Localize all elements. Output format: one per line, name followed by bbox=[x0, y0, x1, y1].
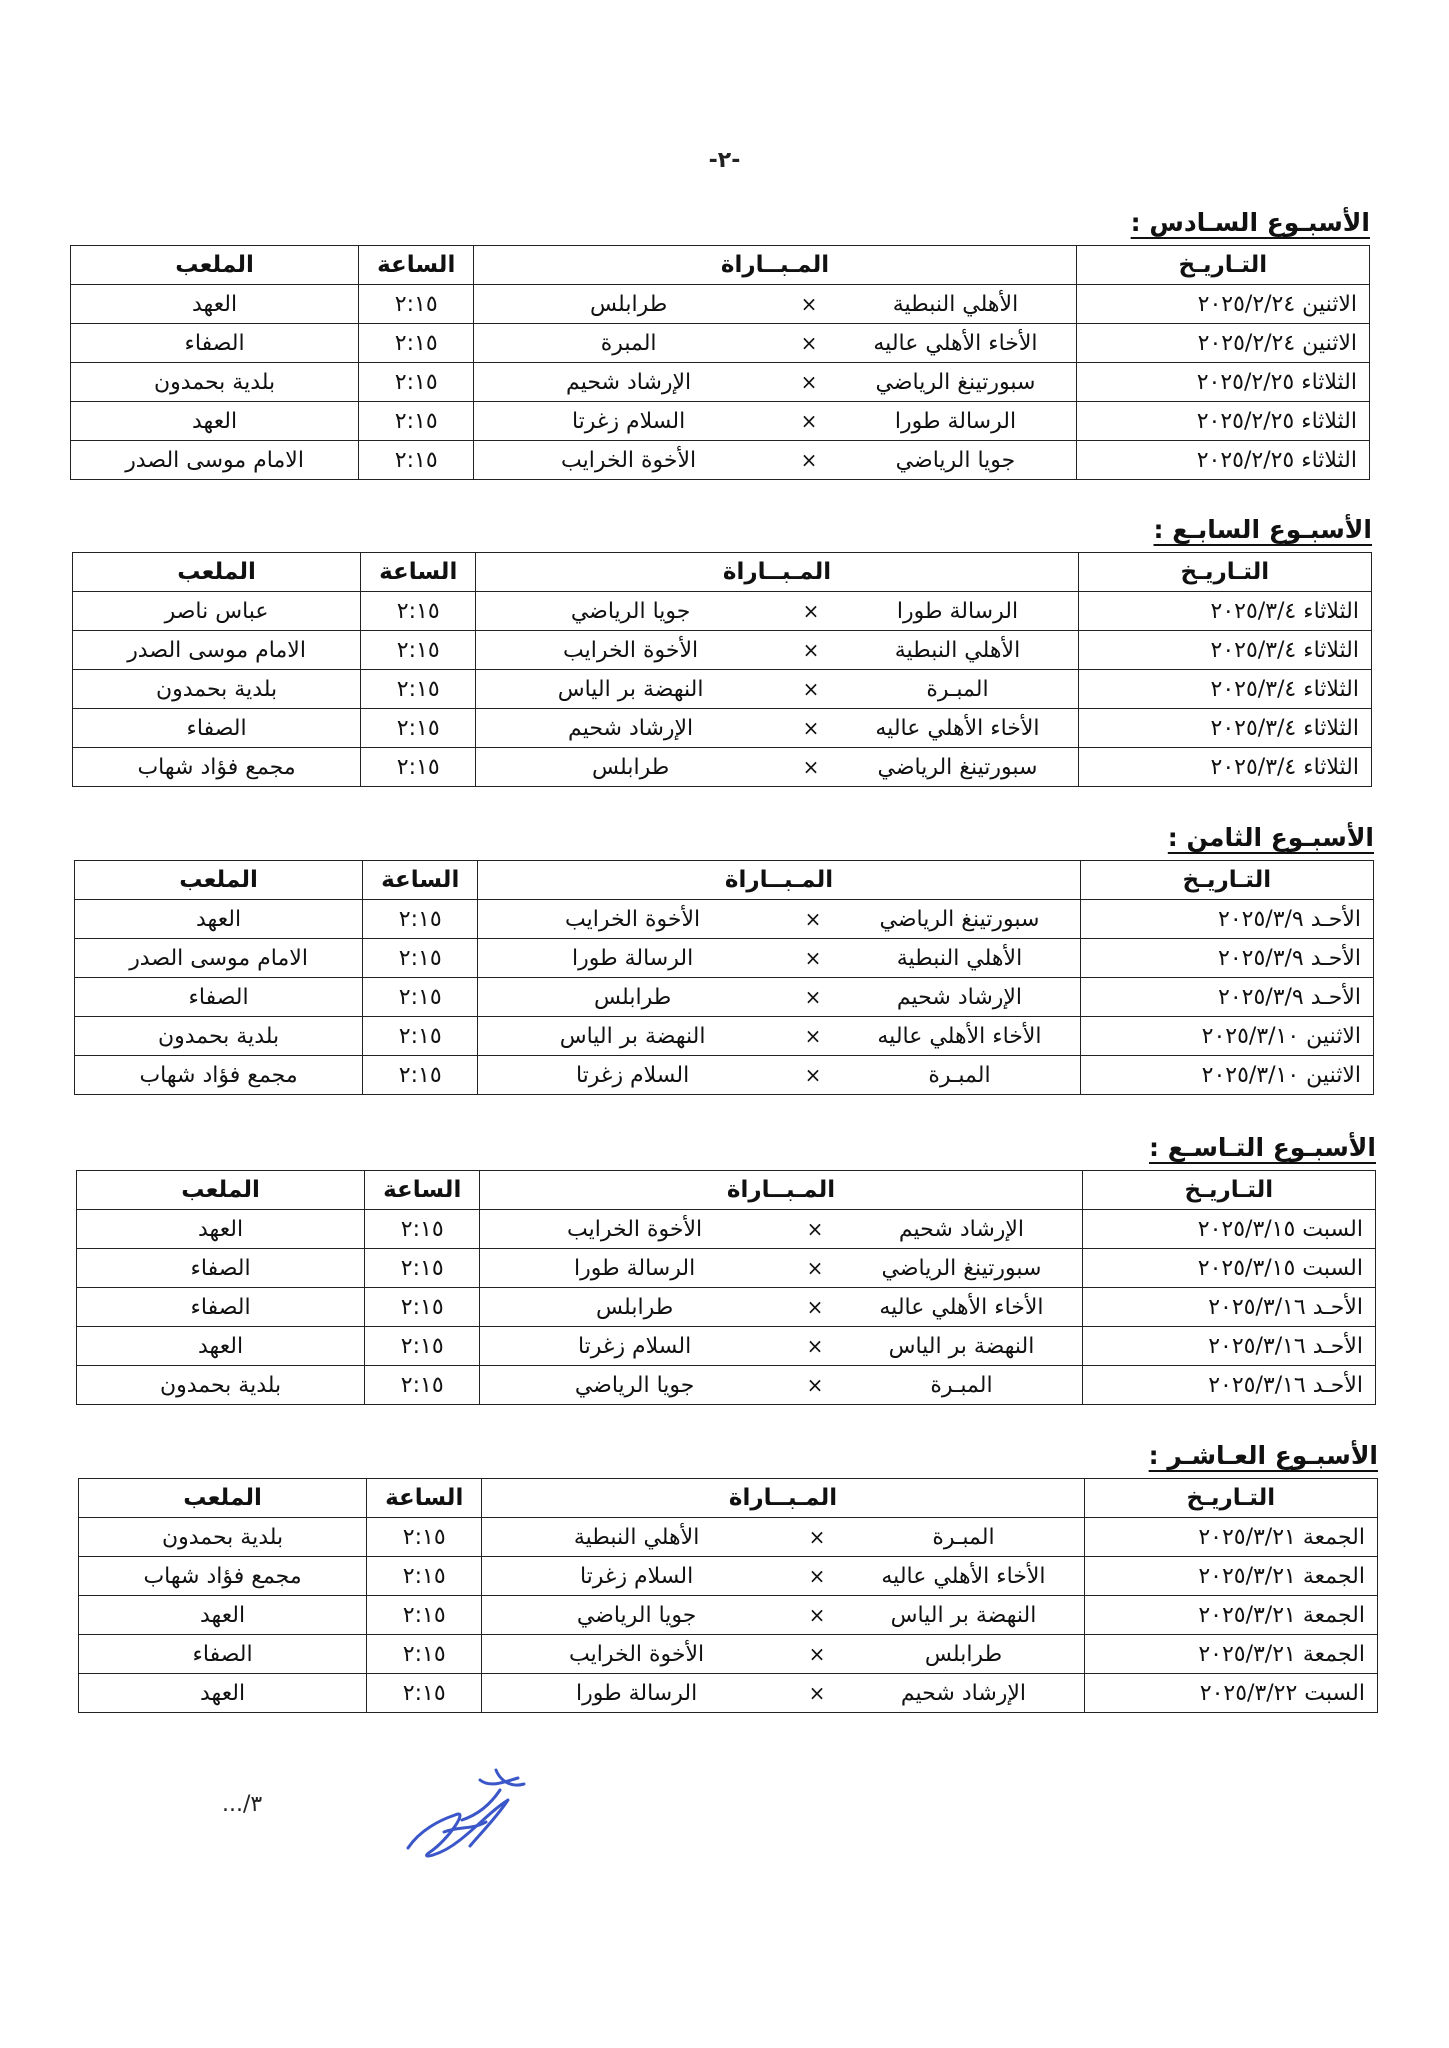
week-section bbox=[72, 512, 1372, 787]
vs-symbol: × bbox=[789, 1288, 841, 1327]
vs-symbol: × bbox=[789, 1327, 841, 1366]
away-team: المبرة bbox=[474, 324, 783, 363]
away-team: الإرشاد شحيم bbox=[474, 363, 783, 402]
home-team: الأهلي النبطية bbox=[837, 631, 1078, 670]
vs-symbol: × bbox=[791, 1674, 843, 1713]
header-row bbox=[77, 1171, 1376, 1210]
vs-symbol: × bbox=[785, 631, 837, 670]
schedule-table bbox=[78, 1478, 1378, 1713]
match-time: ٢:١٥ bbox=[365, 1288, 480, 1327]
home-team: الإرشاد شحيم bbox=[843, 1674, 1084, 1713]
match-date: الثلاثاء ٢٠٢٥/٣/٤ bbox=[1078, 592, 1371, 631]
vs-symbol: × bbox=[785, 709, 837, 748]
away-team: النهضة بر الياس bbox=[476, 670, 785, 709]
match-venue: الامام موسى الصدر bbox=[75, 939, 363, 978]
away-team: الأخوة الخرايب bbox=[482, 1635, 791, 1674]
match-row bbox=[71, 363, 1370, 402]
match-date: الأحـد ٢٠٢٥/٣/٩ bbox=[1080, 900, 1373, 939]
match-venue: الصفاء bbox=[79, 1635, 367, 1674]
away-team: طرابلس bbox=[474, 285, 783, 324]
signature bbox=[400, 1760, 540, 1870]
header-venue: الملعب bbox=[79, 1479, 367, 1518]
match-time: ٢:١٥ bbox=[361, 709, 476, 748]
vs-symbol: × bbox=[787, 1056, 839, 1095]
match-row bbox=[71, 402, 1370, 441]
schedule-table bbox=[72, 552, 1372, 787]
match-time: ٢:١٥ bbox=[365, 1366, 480, 1405]
home-team: الأخاء الأهلي عاليه bbox=[835, 324, 1076, 363]
week-title: الأسبـوع العـاشـر : bbox=[1148, 1441, 1378, 1470]
away-team: السلام زغرتا bbox=[474, 402, 783, 441]
match-date: الأحـد ٢٠٢٥/٣/٩ bbox=[1080, 978, 1373, 1017]
vs-symbol: × bbox=[789, 1249, 841, 1288]
week-section bbox=[78, 1438, 1378, 1713]
match-time: ٢:١٥ bbox=[365, 1249, 480, 1288]
match-venue: بلدية بحمدون bbox=[75, 1017, 363, 1056]
home-team: الإرشاد شحيم bbox=[839, 978, 1080, 1017]
header-row bbox=[73, 553, 1372, 592]
week-section bbox=[76, 1130, 1376, 1405]
match-row bbox=[73, 709, 1372, 748]
match-time: ٢:١٥ bbox=[363, 1017, 478, 1056]
match-row bbox=[73, 592, 1372, 631]
vs-symbol: × bbox=[787, 900, 839, 939]
match-row bbox=[79, 1674, 1378, 1713]
header-time: الساعة bbox=[365, 1171, 480, 1210]
match-row bbox=[77, 1366, 1376, 1405]
match-time: ٢:١٥ bbox=[359, 324, 474, 363]
header-venue: الملعب bbox=[71, 246, 359, 285]
match-date: الاثنين ٢٠٢٥/٣/١٠ bbox=[1080, 1017, 1373, 1056]
header-date: التـاريـخ bbox=[1082, 1171, 1375, 1210]
match-time: ٢:١٥ bbox=[367, 1635, 482, 1674]
match-venue: العهد bbox=[77, 1210, 365, 1249]
match-date: الجمعة ٢٠٢٥/٣/٢١ bbox=[1084, 1518, 1377, 1557]
vs-symbol: × bbox=[783, 441, 835, 480]
match-venue: عباس ناصر bbox=[73, 592, 361, 631]
home-team: الإرشاد شحيم bbox=[841, 1210, 1082, 1249]
home-team: المبـرة bbox=[841, 1366, 1082, 1405]
match-time: ٢:١٥ bbox=[359, 363, 474, 402]
match-venue: العهد bbox=[79, 1674, 367, 1713]
match-venue: الصفاء bbox=[73, 709, 361, 748]
match-date: الأحـد ٢٠٢٥/٣/١٦ bbox=[1082, 1327, 1375, 1366]
home-team: سبورتينغ الرياضي bbox=[835, 363, 1076, 402]
continuation-note: .../٣ bbox=[222, 1792, 263, 1817]
header-row bbox=[79, 1479, 1378, 1518]
match-venue: الامام موسى الصدر bbox=[73, 631, 361, 670]
match-date: الاثنين ٢٠٢٥/٣/١٠ bbox=[1080, 1056, 1373, 1095]
match-row bbox=[79, 1635, 1378, 1674]
vs-symbol: × bbox=[791, 1596, 843, 1635]
header-time: الساعة bbox=[359, 246, 474, 285]
match-row bbox=[77, 1288, 1376, 1327]
away-team: طرابلس bbox=[478, 978, 787, 1017]
vs-symbol: × bbox=[785, 670, 837, 709]
away-team: طرابلس bbox=[480, 1288, 789, 1327]
match-date: الثلاثاء ٢٠٢٥/٢/٢٥ bbox=[1076, 363, 1369, 402]
home-team: سبورتينغ الرياضي bbox=[839, 900, 1080, 939]
home-team: الأخاء الأهلي عاليه bbox=[841, 1288, 1082, 1327]
vs-symbol: × bbox=[783, 285, 835, 324]
match-time: ٢:١٥ bbox=[361, 670, 476, 709]
away-team: الأخوة الخرايب bbox=[474, 441, 783, 480]
away-team: طرابلس bbox=[476, 748, 785, 787]
match-venue: العهد bbox=[75, 900, 363, 939]
home-team: الأهلي النبطية bbox=[839, 939, 1080, 978]
match-venue: مجمع فؤاد شهاب bbox=[73, 748, 361, 787]
match-row bbox=[73, 631, 1372, 670]
header-match: المـبــاراة bbox=[478, 861, 1080, 900]
home-team: المبـرة bbox=[843, 1518, 1084, 1557]
match-time: ٢:١٥ bbox=[361, 631, 476, 670]
match-date: الأحـد ٢٠٢٥/٣/١٦ bbox=[1082, 1366, 1375, 1405]
away-team: السلام زغرتا bbox=[478, 1056, 787, 1095]
away-team: السلام زغرتا bbox=[482, 1557, 791, 1596]
match-venue: الامام موسى الصدر bbox=[71, 441, 359, 480]
match-row bbox=[75, 900, 1374, 939]
match-time: ٢:١٥ bbox=[365, 1327, 480, 1366]
home-team: الرسالة طورا bbox=[835, 402, 1076, 441]
schedule-table bbox=[76, 1170, 1376, 1405]
week-section bbox=[70, 205, 1370, 480]
vs-symbol: × bbox=[783, 363, 835, 402]
match-venue: الصفاء bbox=[71, 324, 359, 363]
match-row bbox=[79, 1518, 1378, 1557]
header-match: المـبــاراة bbox=[480, 1171, 1082, 1210]
match-venue: العهد bbox=[79, 1596, 367, 1635]
home-team: المبـرة bbox=[839, 1056, 1080, 1095]
match-time: ٢:١٥ bbox=[361, 748, 476, 787]
match-row bbox=[75, 978, 1374, 1017]
match-row bbox=[71, 441, 1370, 480]
vs-symbol: × bbox=[787, 978, 839, 1017]
header-venue: الملعب bbox=[77, 1171, 365, 1210]
header-row bbox=[71, 246, 1370, 285]
match-date: السبت ٢٠٢٥/٣/٢٢ bbox=[1084, 1674, 1377, 1713]
vs-symbol: × bbox=[791, 1557, 843, 1596]
match-venue: مجمع فؤاد شهاب bbox=[79, 1557, 367, 1596]
away-team: جويا الرياضي bbox=[482, 1596, 791, 1635]
schedule-table bbox=[70, 245, 1370, 480]
match-time: ٢:١٥ bbox=[367, 1518, 482, 1557]
match-row bbox=[75, 1017, 1374, 1056]
match-time: ٢:١٥ bbox=[365, 1210, 480, 1249]
home-team: النهضة بر الياس bbox=[841, 1327, 1082, 1366]
match-venue: العهد bbox=[71, 402, 359, 441]
match-venue: العهد bbox=[77, 1327, 365, 1366]
week-section bbox=[74, 820, 1374, 1095]
away-team: النهضة بر الياس bbox=[478, 1017, 787, 1056]
match-row bbox=[71, 324, 1370, 363]
home-team: سبورتينغ الرياضي bbox=[841, 1249, 1082, 1288]
home-team: سبورتينغ الرياضي bbox=[837, 748, 1078, 787]
match-row bbox=[73, 748, 1372, 787]
match-row bbox=[77, 1210, 1376, 1249]
match-row bbox=[75, 939, 1374, 978]
match-date: الثلاثاء ٢٠٢٥/٣/٤ bbox=[1078, 748, 1371, 787]
header-time: الساعة bbox=[361, 553, 476, 592]
header-time: الساعة bbox=[363, 861, 478, 900]
home-team: المبـرة bbox=[837, 670, 1078, 709]
match-venue: بلدية بحمدون bbox=[79, 1518, 367, 1557]
header-row bbox=[75, 861, 1374, 900]
match-date: الاثنين ٢٠٢٥/٢/٢٤ bbox=[1076, 324, 1369, 363]
home-team: جويا الرياضي bbox=[835, 441, 1076, 480]
match-venue: الصفاء bbox=[77, 1249, 365, 1288]
match-time: ٢:١٥ bbox=[361, 592, 476, 631]
match-date: الثلاثاء ٢٠٢٥/٣/٤ bbox=[1078, 670, 1371, 709]
week-title: الأسبـوع السـادس : bbox=[1130, 208, 1370, 237]
match-venue: الصفاء bbox=[75, 978, 363, 1017]
match-time: ٢:١٥ bbox=[363, 900, 478, 939]
header-date: التـاريـخ bbox=[1076, 246, 1369, 285]
vs-symbol: × bbox=[783, 402, 835, 441]
away-team: الرسالة طورا bbox=[482, 1674, 791, 1713]
vs-symbol: × bbox=[785, 592, 837, 631]
home-team: الأخاء الأهلي عاليه bbox=[837, 709, 1078, 748]
vs-symbol: × bbox=[791, 1635, 843, 1674]
vs-symbol: × bbox=[783, 324, 835, 363]
match-date: الجمعة ٢٠٢٥/٣/٢١ bbox=[1084, 1635, 1377, 1674]
week-title: الأسبـوع السابـع : bbox=[1153, 515, 1372, 544]
header-venue: الملعب bbox=[73, 553, 361, 592]
week-title: الأسبـوع الثامن : bbox=[1167, 823, 1374, 852]
match-date: الجمعة ٢٠٢٥/٣/٢١ bbox=[1084, 1557, 1377, 1596]
match-venue: بلدية بحمدون bbox=[71, 363, 359, 402]
match-venue: مجمع فؤاد شهاب bbox=[75, 1056, 363, 1095]
match-venue: بلدية بحمدون bbox=[77, 1366, 365, 1405]
header-match: المـبــاراة bbox=[476, 553, 1078, 592]
home-team: الرسالة طورا bbox=[837, 592, 1078, 631]
home-team: الأهلي النبطية bbox=[835, 285, 1076, 324]
away-team: الرسالة طورا bbox=[478, 939, 787, 978]
home-team: الأخاء الأهلي عاليه bbox=[843, 1557, 1084, 1596]
vs-symbol: × bbox=[789, 1210, 841, 1249]
vs-symbol: × bbox=[791, 1518, 843, 1557]
week-title: الأسبـوع التـاسـع : bbox=[1149, 1133, 1376, 1162]
match-time: ٢:١٥ bbox=[363, 978, 478, 1017]
match-venue: بلدية بحمدون bbox=[73, 670, 361, 709]
match-time: ٢:١٥ bbox=[359, 285, 474, 324]
match-date: الاثنين ٢٠٢٥/٢/٢٤ bbox=[1076, 285, 1369, 324]
page-number: -٢- bbox=[708, 148, 741, 173]
match-venue: العهد bbox=[71, 285, 359, 324]
vs-symbol: × bbox=[785, 748, 837, 787]
header-venue: الملعب bbox=[75, 861, 363, 900]
match-time: ٢:١٥ bbox=[367, 1674, 482, 1713]
match-date: الثلاثاء ٢٠٢٥/٣/٤ bbox=[1078, 631, 1371, 670]
vs-symbol: × bbox=[787, 939, 839, 978]
match-date: السبت ٢٠٢٥/٣/١٥ bbox=[1082, 1210, 1375, 1249]
match-date: الثلاثاء ٢٠٢٥/٣/٤ bbox=[1078, 709, 1371, 748]
match-time: ٢:١٥ bbox=[367, 1557, 482, 1596]
match-time: ٢:١٥ bbox=[363, 1056, 478, 1095]
header-date: التـاريـخ bbox=[1078, 553, 1371, 592]
match-date: الثلاثاء ٢٠٢٥/٢/٢٥ bbox=[1076, 402, 1369, 441]
home-team: طرابلس bbox=[843, 1635, 1084, 1674]
match-date: السبت ٢٠٢٥/٣/١٥ bbox=[1082, 1249, 1375, 1288]
home-team: الأخاء الأهلي عاليه bbox=[839, 1017, 1080, 1056]
match-row bbox=[71, 285, 1370, 324]
away-team: الرسالة طورا bbox=[480, 1249, 789, 1288]
match-row bbox=[79, 1557, 1378, 1596]
schedule-table bbox=[74, 860, 1374, 1095]
match-time: ٢:١٥ bbox=[359, 402, 474, 441]
away-team: الأخوة الخرايب bbox=[476, 631, 785, 670]
away-team: الأخوة الخرايب bbox=[480, 1210, 789, 1249]
match-row bbox=[77, 1249, 1376, 1288]
match-date: الأحـد ٢٠٢٥/٣/٩ bbox=[1080, 939, 1373, 978]
match-time: ٢:١٥ bbox=[359, 441, 474, 480]
away-team: جويا الرياضي bbox=[480, 1366, 789, 1405]
away-team: الإرشاد شحيم bbox=[476, 709, 785, 748]
away-team: الأخوة الخرايب bbox=[478, 900, 787, 939]
vs-symbol: × bbox=[789, 1366, 841, 1405]
home-team: النهضة بر الياس bbox=[843, 1596, 1084, 1635]
match-row bbox=[73, 670, 1372, 709]
vs-symbol: × bbox=[787, 1017, 839, 1056]
away-team: الأهلي النبطية bbox=[482, 1518, 791, 1557]
header-date: التـاريـخ bbox=[1084, 1479, 1377, 1518]
away-team: جويا الرياضي bbox=[476, 592, 785, 631]
match-date: الأحـد ٢٠٢٥/٣/١٦ bbox=[1082, 1288, 1375, 1327]
away-team: السلام زغرتا bbox=[480, 1327, 789, 1366]
match-row bbox=[79, 1596, 1378, 1635]
match-venue: الصفاء bbox=[77, 1288, 365, 1327]
header-match: المـبــاراة bbox=[482, 1479, 1084, 1518]
match-date: الثلاثاء ٢٠٢٥/٢/٢٥ bbox=[1076, 441, 1369, 480]
match-row bbox=[75, 1056, 1374, 1095]
match-time: ٢:١٥ bbox=[367, 1596, 482, 1635]
header-match: المـبــاراة bbox=[474, 246, 1076, 285]
match-time: ٢:١٥ bbox=[363, 939, 478, 978]
match-date: الجمعة ٢٠٢٥/٣/٢١ bbox=[1084, 1596, 1377, 1635]
header-time: الساعة bbox=[367, 1479, 482, 1518]
match-row bbox=[77, 1327, 1376, 1366]
header-date: التـاريـخ bbox=[1080, 861, 1373, 900]
